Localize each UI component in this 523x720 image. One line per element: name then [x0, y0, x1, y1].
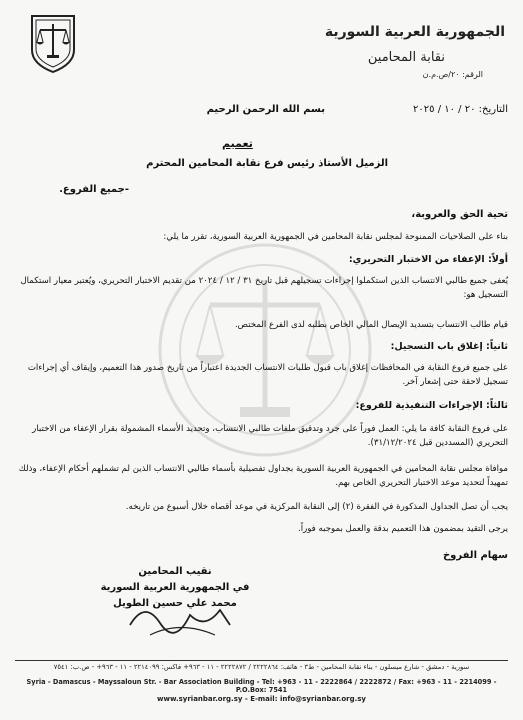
section-3-paragraph-3: يجب أن تصل الجداول المذكورة في الفقرة (٢) إلى النقابة المركزية في موعد أقصاه خلال أسبوع من تاريخه.	[125, 502, 508, 512]
subject-title: تعميم	[222, 137, 253, 150]
addressee: الزميل الأستاذ رئيس فرع نقابة المحامين المحترم	[146, 158, 388, 169]
section-2-title: ثانياً: إغلاق باب التسجيل:	[390, 341, 508, 352]
section-1-title: أولاً: الإعفاء من الاختبار التحريري:	[348, 254, 508, 265]
footer-divider	[15, 660, 508, 661]
section-3-paragraph-2: موافاة مجلس نقابة المحامين في الجمهورية العربية السورية بجداول تفصيلية بأسماء طالبي الانتساب الذين لم تشملهم أحكام الإعفاء، وذلك تمهيداً لتحديد موعد الاختبار التحريري الخاص بهم.	[18, 464, 508, 488]
basmala: بسم الله الرحمن الرحيم	[206, 104, 325, 115]
greeting: تحية الحق والعروبة،	[411, 209, 508, 220]
section-3-title: ثالثاً: الإجراءات التنفيذية للفروع:	[355, 400, 508, 411]
syndicate-title: نقابة المحامين	[367, 50, 445, 65]
section-3-paragraph-4: يرجى التقيد بمضمون هذا التعميم بدقة والعمل بموجبه فوراً.	[297, 524, 508, 534]
footer-arabic-address: سورية - دمشق - شارع ميسلون - بناء نقابة المحامين - ط٣ - هاتف: ٢٢٢٢٨٦٤ / ٢٢٢٢٨٧٢ - ١١ - ٩٦٣+ فاكس: ٢٢١٤٠٩٩ - ١١ - ٩٦٣+ - ص.ب: ٧٥٤١	[53, 663, 470, 671]
signature-title-line2: في الجمهورية العربية السورية	[100, 582, 250, 593]
signature-name-left: محمد علي حسين الطويل	[113, 598, 237, 609]
section-1-paragraph-1: يُعفى جميع طالبي الانتساب الذين استكملوا إجراءات تسجيلهم قبل تاريخ ٣١ / ١٢ / ٢٠٢٤ من تقديم الاختبار التحريري، ويُعتبر معيار استكمال التسجيل هو:	[20, 276, 508, 300]
signature-title-line1: نقيب المحامين	[138, 566, 212, 577]
recipients: -جميع الفروع.	[59, 184, 129, 195]
handwritten-signature	[120, 595, 240, 645]
signature-name-right: سهام الفروخ	[442, 550, 508, 561]
republic-title: الجمهورية العربية السورية	[324, 24, 505, 40]
section-3-paragraph-1: على فروع النقابة كافة ما يلي: العمل فوراً على جرد وتدقيق ملفات طالبي الانتساب، وتحديد الأسماء المشمولة بقرار الإعفاء من الاختبار التحريري (المسددين قبل ٣١/١٢/٢٠٢٤).	[32, 424, 508, 448]
scales-of-justice-logo	[28, 12, 78, 74]
document-date: التاريخ: ٢٠ / ١٠ / ٢٠٢٥	[413, 104, 508, 115]
section-2-paragraph-1: على جميع فروع النقابة في المحافظات إغلاق باب قبول طلبات الانتساب الجديدة اعتباراً من تاريخ صدور هذا التعميم، وإيقاف أي إجراءات تسجيل لاحقة حتى إشعار آخر.	[27, 363, 508, 387]
intro-paragraph: بناء على الصلاحيات الممنوحة لمجلس نقابة المحامين في الجمهورية العربية السورية، تقرر ما يلي:	[163, 232, 508, 242]
footer-web-email: www.syrianbar.org.sy - E-mail: info@syrianbar.org.sy	[157, 695, 366, 703]
footer-english-address: Syria - Damascus - Mayssaloun Str. - Bar Association Building - Tel: +963 - 11 - 2222864 / 2222872 / Fax: +963 - 11 - 2214099 - P.O.Box: 7541	[26, 678, 497, 694]
reference-number: الرقم: ٢٠/ص.م.ن	[422, 70, 483, 79]
section-1-paragraph-2: قيام طالب الانتساب بتسديد الإيصال المالي الخاص بطلبه لدى الفرع المختص.	[234, 320, 508, 330]
